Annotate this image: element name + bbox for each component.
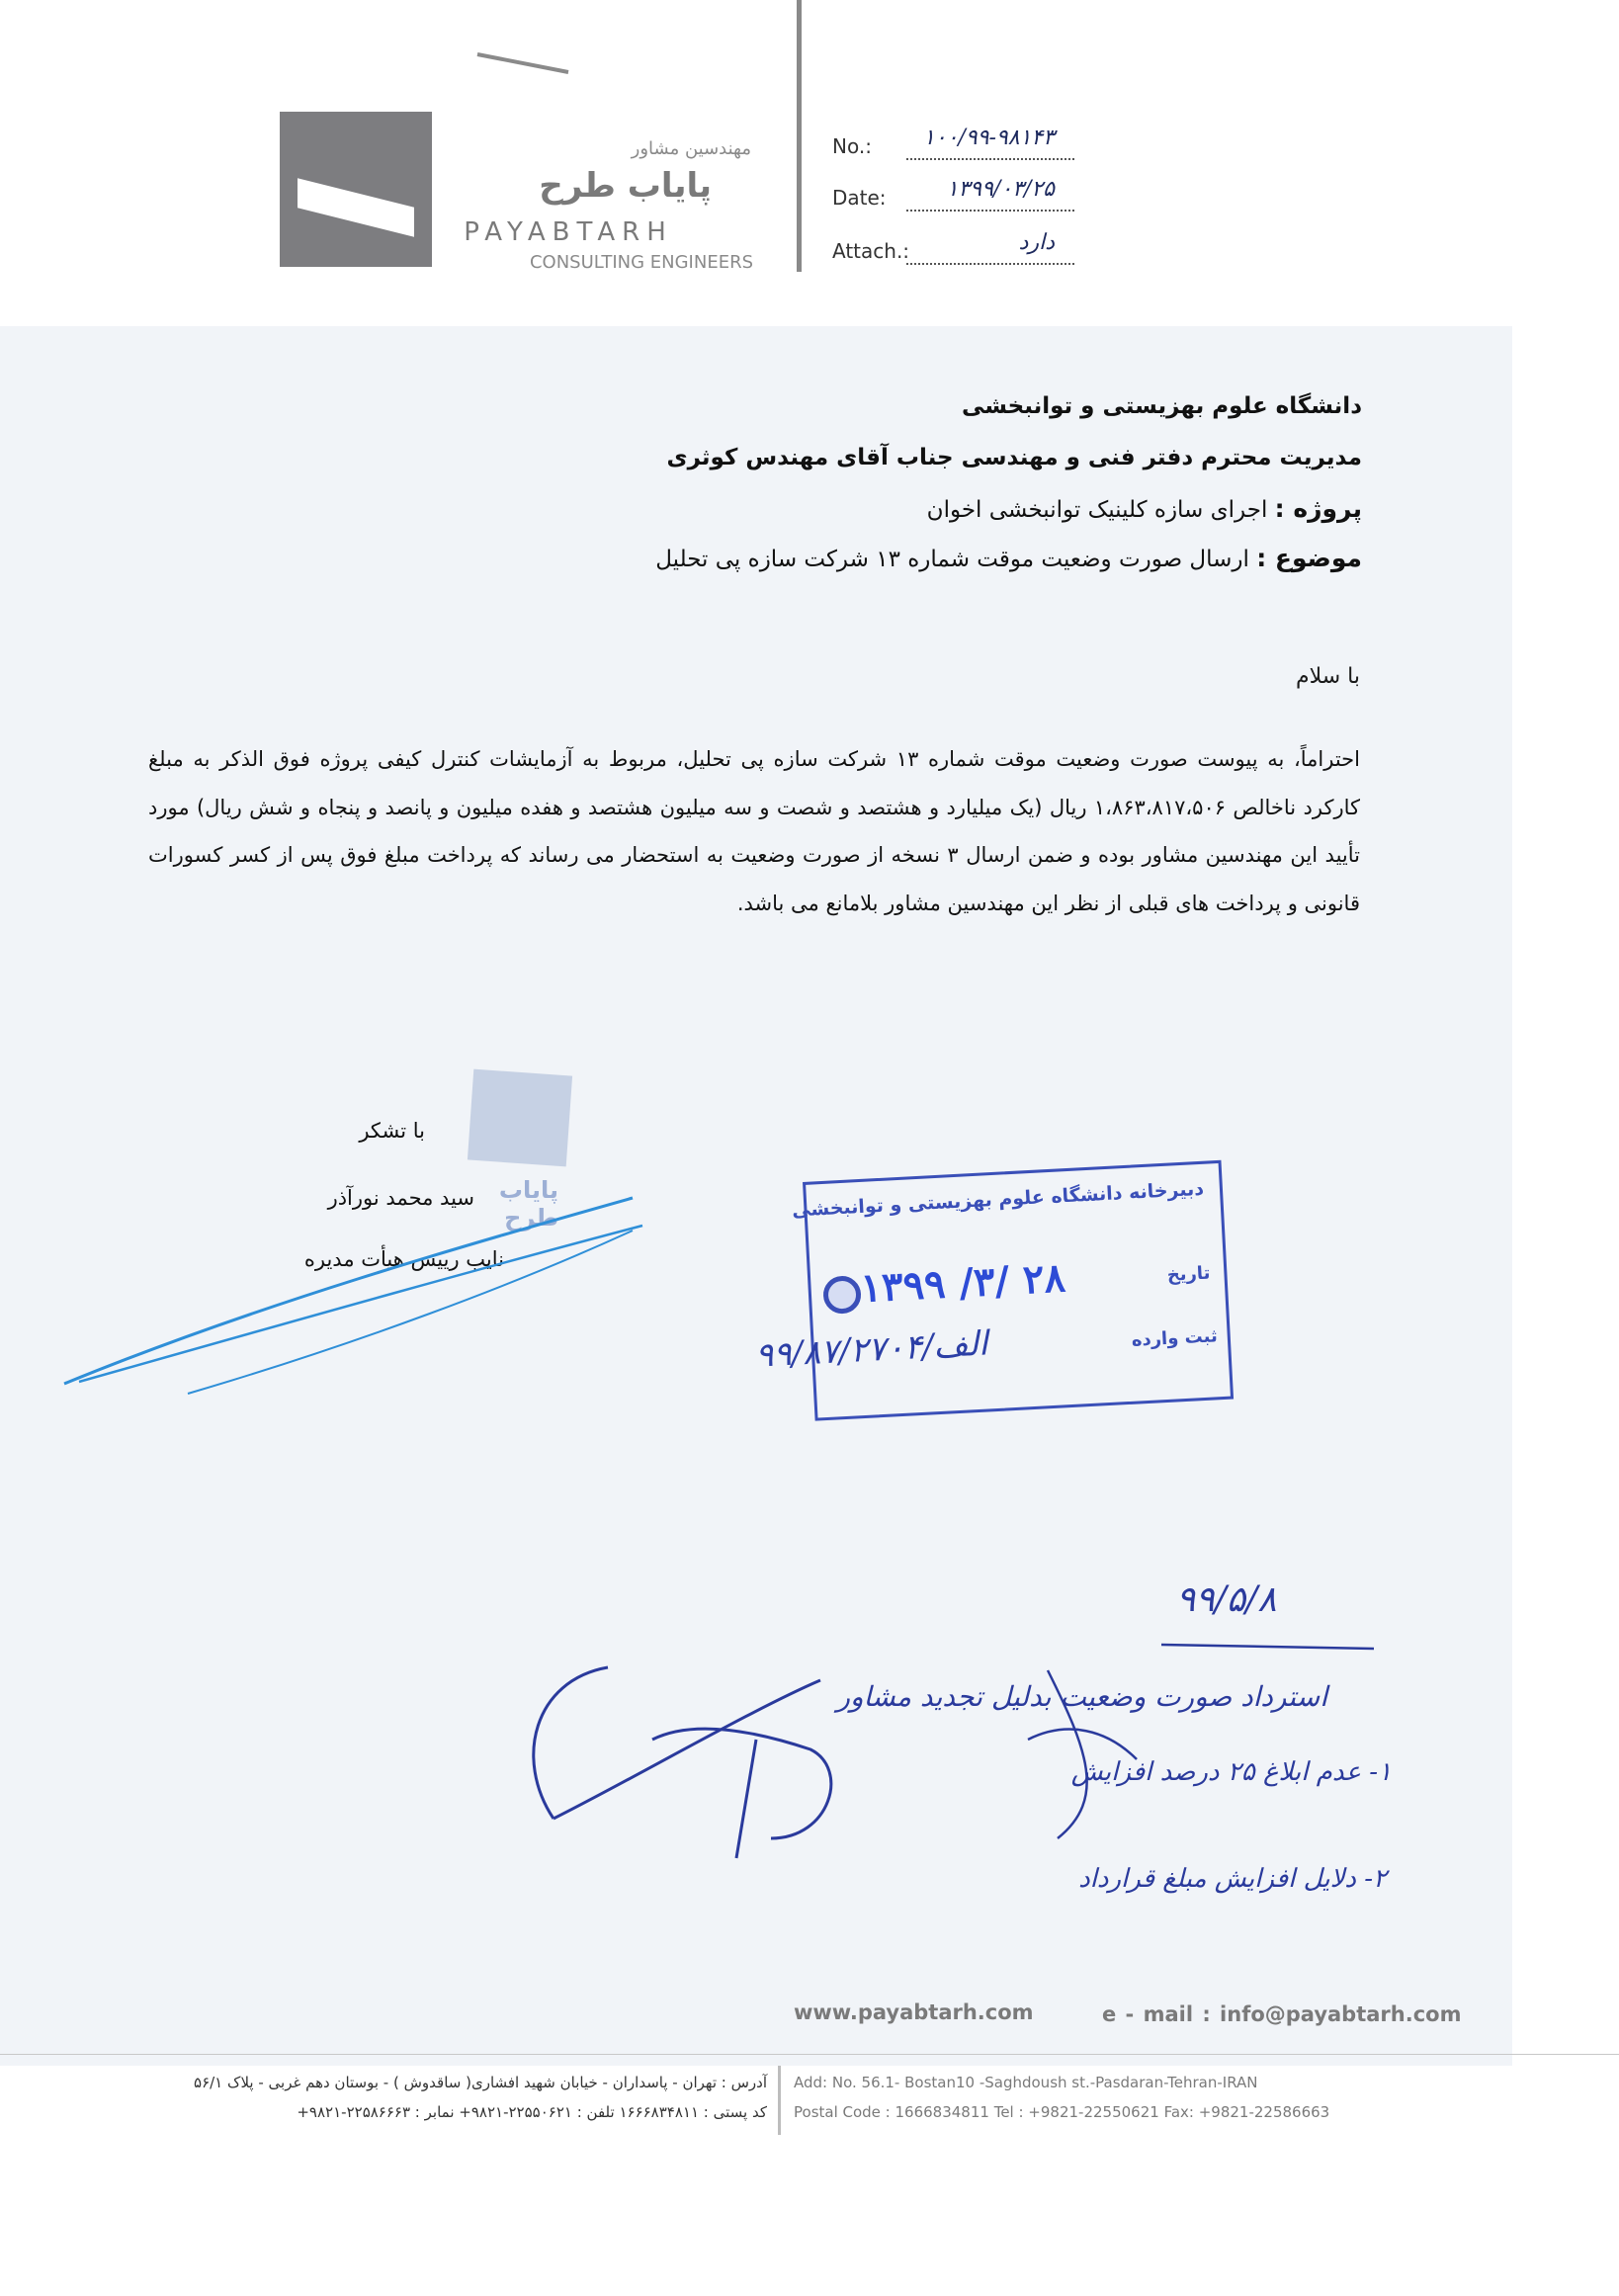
stamp-header: دبیرخانه دانشگاه علوم بهزیستی و توانبخشی: [791, 1177, 1205, 1222]
letter-number-label: No.:: [832, 134, 872, 158]
footer-divider: [778, 2066, 781, 2135]
header-divider: [797, 0, 802, 272]
received-stamp: [754, 1160, 1234, 1421]
note-line-1: استرداد صورت وضعیت بدلیل تجدید مشاور: [836, 1680, 1327, 1713]
letter-number-value: ۱۰۰/۹۹-۹۸۱۴۳: [922, 126, 1055, 150]
company-seal-mark: پایاب طرح: [498, 1176, 558, 1232]
signer-name: سید محمد نورآذر: [327, 1186, 474, 1210]
stamp-seal-icon: [822, 1275, 862, 1315]
letter-body: احتراماً، به پیوست صورت وضعیت موقت شماره ۱۳ شرکت سازه پی تحلیل، مربوط به آزمایشات کنترل کیفی پروژه فوق الذکر به مبلغ کارکرد ناخالص ۱،۸۶۳،۸۱۷،۵۰۶ ریال (یک میلیارد و هشتصد و شصت و سه میلیون هشتصد و هفده میلیون و پانصد و پنجاه و شش ریال) مورد تأیید این مهندسین مشاور بوده و ضمن ارسال ۳ نسخه از صورت وضعیت به استحضار می رساند که پرداخت مبلغ فوق پس از کسر کسورات قانونی و پرداخت های قبلی از نظر این مهندسین مشاور بلامانع می باشد.: [148, 747, 1360, 915]
letter-number-field: [832, 127, 1074, 160]
note-line-3: ۲- دلایل افزایش مبلغ قرارداد: [1078, 1864, 1387, 1894]
paper-scan-area: [0, 326, 1512, 2066]
footer-contact-fa: کد پستی : ۱۶۶۶۸۳۴۸۱۱ تلفن : ۲۲۵۵۰۶۲۱-۹۸۲۱+ نمابر : ۲۲۵۸۶۶۶۳-۹۸۲۱+: [297, 2103, 767, 2121]
greeting: با سلام: [1295, 664, 1360, 689]
stamp-date-label: تاریخ: [1166, 1262, 1211, 1286]
logo-name-fa: پایاب طرح: [539, 166, 712, 206]
note-date: ۹۹/۵/۸: [1176, 1579, 1277, 1620]
footer-rule: [0, 2054, 1619, 2055]
letter-attach-label: Attach.:: [832, 239, 910, 263]
letter-date-field: [832, 178, 1074, 212]
recipient-person: مدیریت محترم دفتر فنی و مهندسی جناب آقای مهندس کوثری: [666, 445, 1362, 470]
logo-name-en: PAYABTARH: [464, 217, 673, 247]
note-line-2: ۱- عدم ابلاغ ۲۵ درصد افزایش: [1070, 1757, 1392, 1787]
subject-label: موضوع :: [1256, 544, 1362, 572]
logo-subtitle-fa: مهندسین مشاور: [631, 138, 751, 159]
letter-date-value: ۱۳۹۹/۰۳/۲۵: [946, 177, 1055, 202]
logo-mark-icon: [280, 112, 432, 267]
stamp-date: ۱۳۹۹ /۳/ ۲۸: [859, 1254, 1067, 1313]
footer-website: www.payabtarh.com: [794, 2000, 1034, 2024]
subject-value: ارسال صورت وضعیت موقت شماره ۱۳ شرکت سازه پی تحلیل: [655, 547, 1257, 572]
stamp-reg-number: ۹۹/۸۷/الف/۲۷۰۴: [754, 1323, 989, 1376]
subject-line: [655, 544, 1362, 572]
company-seal-icon: [468, 1069, 572, 1167]
footer-address-en: Add: No. 56.1- Bostan10 -Saghdoush st.-Pasdaran-Tehran-IRAN: [794, 2074, 1258, 2091]
letter-date-label: Date:: [832, 186, 887, 210]
project-line: [927, 494, 1362, 523]
letter-attach-value: دارد: [1018, 230, 1055, 255]
recipient-organization: دانشگاه علوم بهزیستی و توانبخشی: [961, 393, 1362, 419]
closing-text: با تشکر: [359, 1119, 425, 1143]
stamp-reg-label: ثبت وارده: [1131, 1325, 1219, 1351]
footer-contact-en: Postal Code : 1666834811 Tel : +9821-22550621 Fax: +9821-22586663: [794, 2103, 1330, 2121]
logo-subtitle-en: CONSULTING ENGINEERS: [529, 252, 753, 273]
footer-address-fa: آدرس : تهران - پاسداران - خیابان شهید افشاری( ساقدوش ) - بوستان دهم غربی - پلاک ۵۶/۱: [194, 2074, 767, 2091]
signer-title: نایب رییس هیأت مدیره: [303, 1247, 504, 1271]
letter-attach-field: [832, 231, 1074, 265]
project-label: پروژه :: [1274, 494, 1362, 523]
project-value: اجرای سازه کلینیک توانبخشی اخوان: [926, 497, 1275, 523]
footer-email: e - mail : info@payabtarh.com: [1102, 2002, 1462, 2026]
